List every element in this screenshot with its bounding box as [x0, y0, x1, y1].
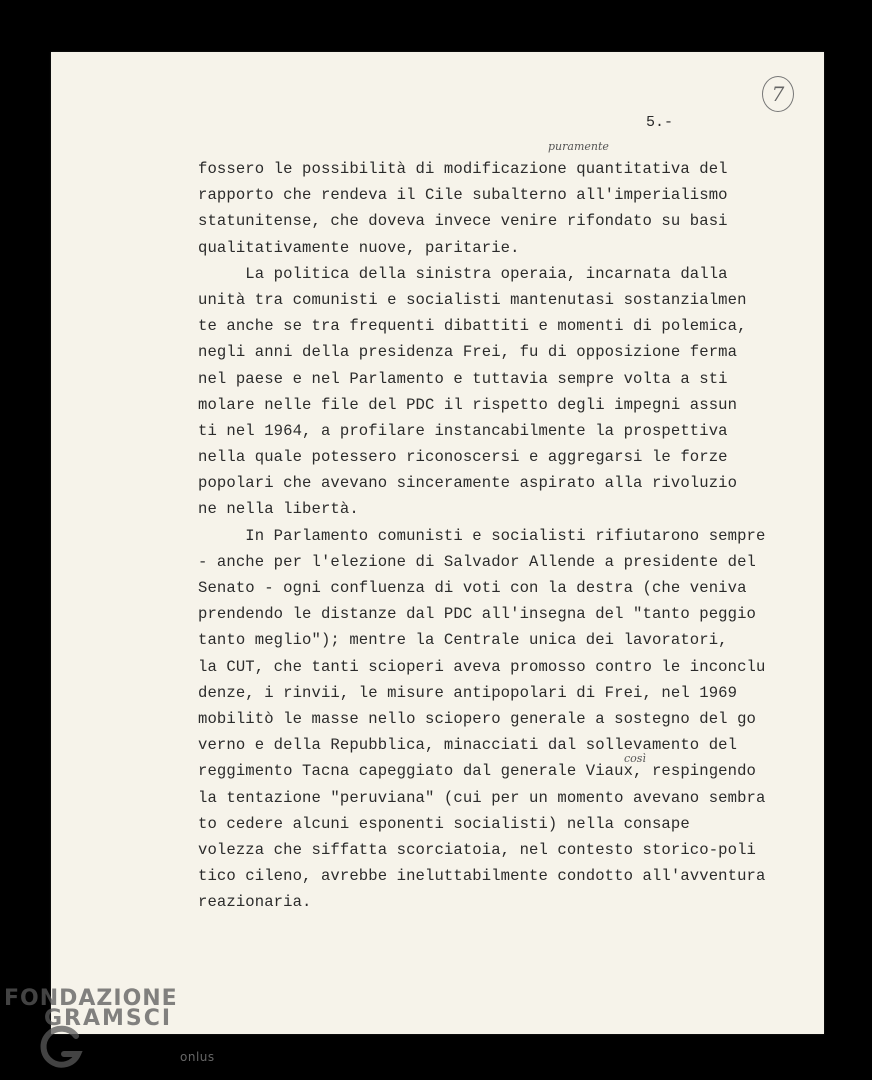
text-line: prendendo le distanze dal PDC all'insegna del "tanto peggio [198, 605, 757, 624]
text-line: qualitativamente nuove, paritarie. [198, 238, 520, 257]
text-line: reazionaria. [198, 893, 312, 912]
handwritten-annotation-puramente: puramente [548, 140, 609, 153]
text-line: ne nella libertà. [198, 500, 359, 519]
watermark-suffix: onlus [180, 1050, 215, 1064]
text-line: denze, i rinvii, le misure antipopolari di Frei, nel 1969 [198, 683, 738, 702]
text-line: popolari che avevano sinceramente aspirato alla rivoluzio [198, 474, 738, 493]
typewritten-text [198, 156, 788, 915]
watermark-line2: GRAMSCI [44, 1006, 173, 1031]
text-line: mobilitò le masse nello sciopero generale a sostegno del go [198, 709, 757, 728]
text-line: la CUT, che tanti scioperi aveva promosso contro le inconclu [198, 657, 766, 676]
text-line: negli anni della presidenza Frei, fu di opposizione ferma [198, 343, 738, 362]
text-line: tico cileno, avrebbe ineluttabilmente condotto all'avventura [198, 867, 766, 886]
text-line: ti nel 1964, a profilare instancabilmente la prospettiva [198, 421, 728, 440]
text-line: molare nelle file del PDC il rispetto degli impegni assun [198, 395, 738, 414]
text-line: - anche per l'elezione di Salvador Allende a presidente del [198, 552, 757, 571]
text-line: volezza che siffatta scorciatoia, nel contesto storico-poli [198, 840, 757, 859]
text-line: Senato - ogni confluenza di voti con la destra (che veniva [198, 579, 747, 597]
text-line: rapporto che rendeva il Cile subalterno all'imperialismo [198, 186, 728, 205]
handwritten-annotation-cosi: così [624, 752, 646, 765]
text-line: nel paese e nel Parlamento e tuttavia sempre volta a sti [198, 369, 728, 388]
text-line: fossero le possibilità di modificazione quantitativa del [198, 160, 728, 178]
text-line: to cedere alcuni esponenti socialisti) nella consape [198, 814, 690, 833]
text-line: La politica della sinistra operaia, incarnata dalla [198, 264, 728, 283]
page-number: 5.- [646, 114, 674, 131]
text-line: unità tra comunisti e socialisti mantenutasi sostanzialmen [198, 290, 747, 309]
text-line: te anche se tra frequenti dibattiti e momenti di polemica, [198, 317, 747, 336]
text-line: reggimento Tacna capeggiato dal generale Viaux, respingendo [198, 762, 757, 781]
text-line: tanto meglio"); mentre la Centrale unica dei lavoratori, [198, 631, 728, 650]
circled-page-number: 7 [762, 76, 794, 112]
text-line: In Parlamento comunisti e socialisti rifiutarono sempre [198, 526, 766, 545]
gramsci-g-icon [36, 1022, 86, 1072]
text-line: verno e della Repubblica, minacciati dal sollevamento del [198, 736, 738, 755]
watermark-line1: FONDAZIONE [4, 986, 178, 1011]
text-line: statunitense, che doveva invece venire rifondato su basi [198, 212, 728, 231]
text-line: nella quale potessero riconoscersi e aggregarsi le forze [198, 448, 728, 467]
watermark-logo [4, 986, 215, 1064]
text-line: la tentazione "peruviana" (cui per un momento avevano sembra [198, 788, 766, 807]
